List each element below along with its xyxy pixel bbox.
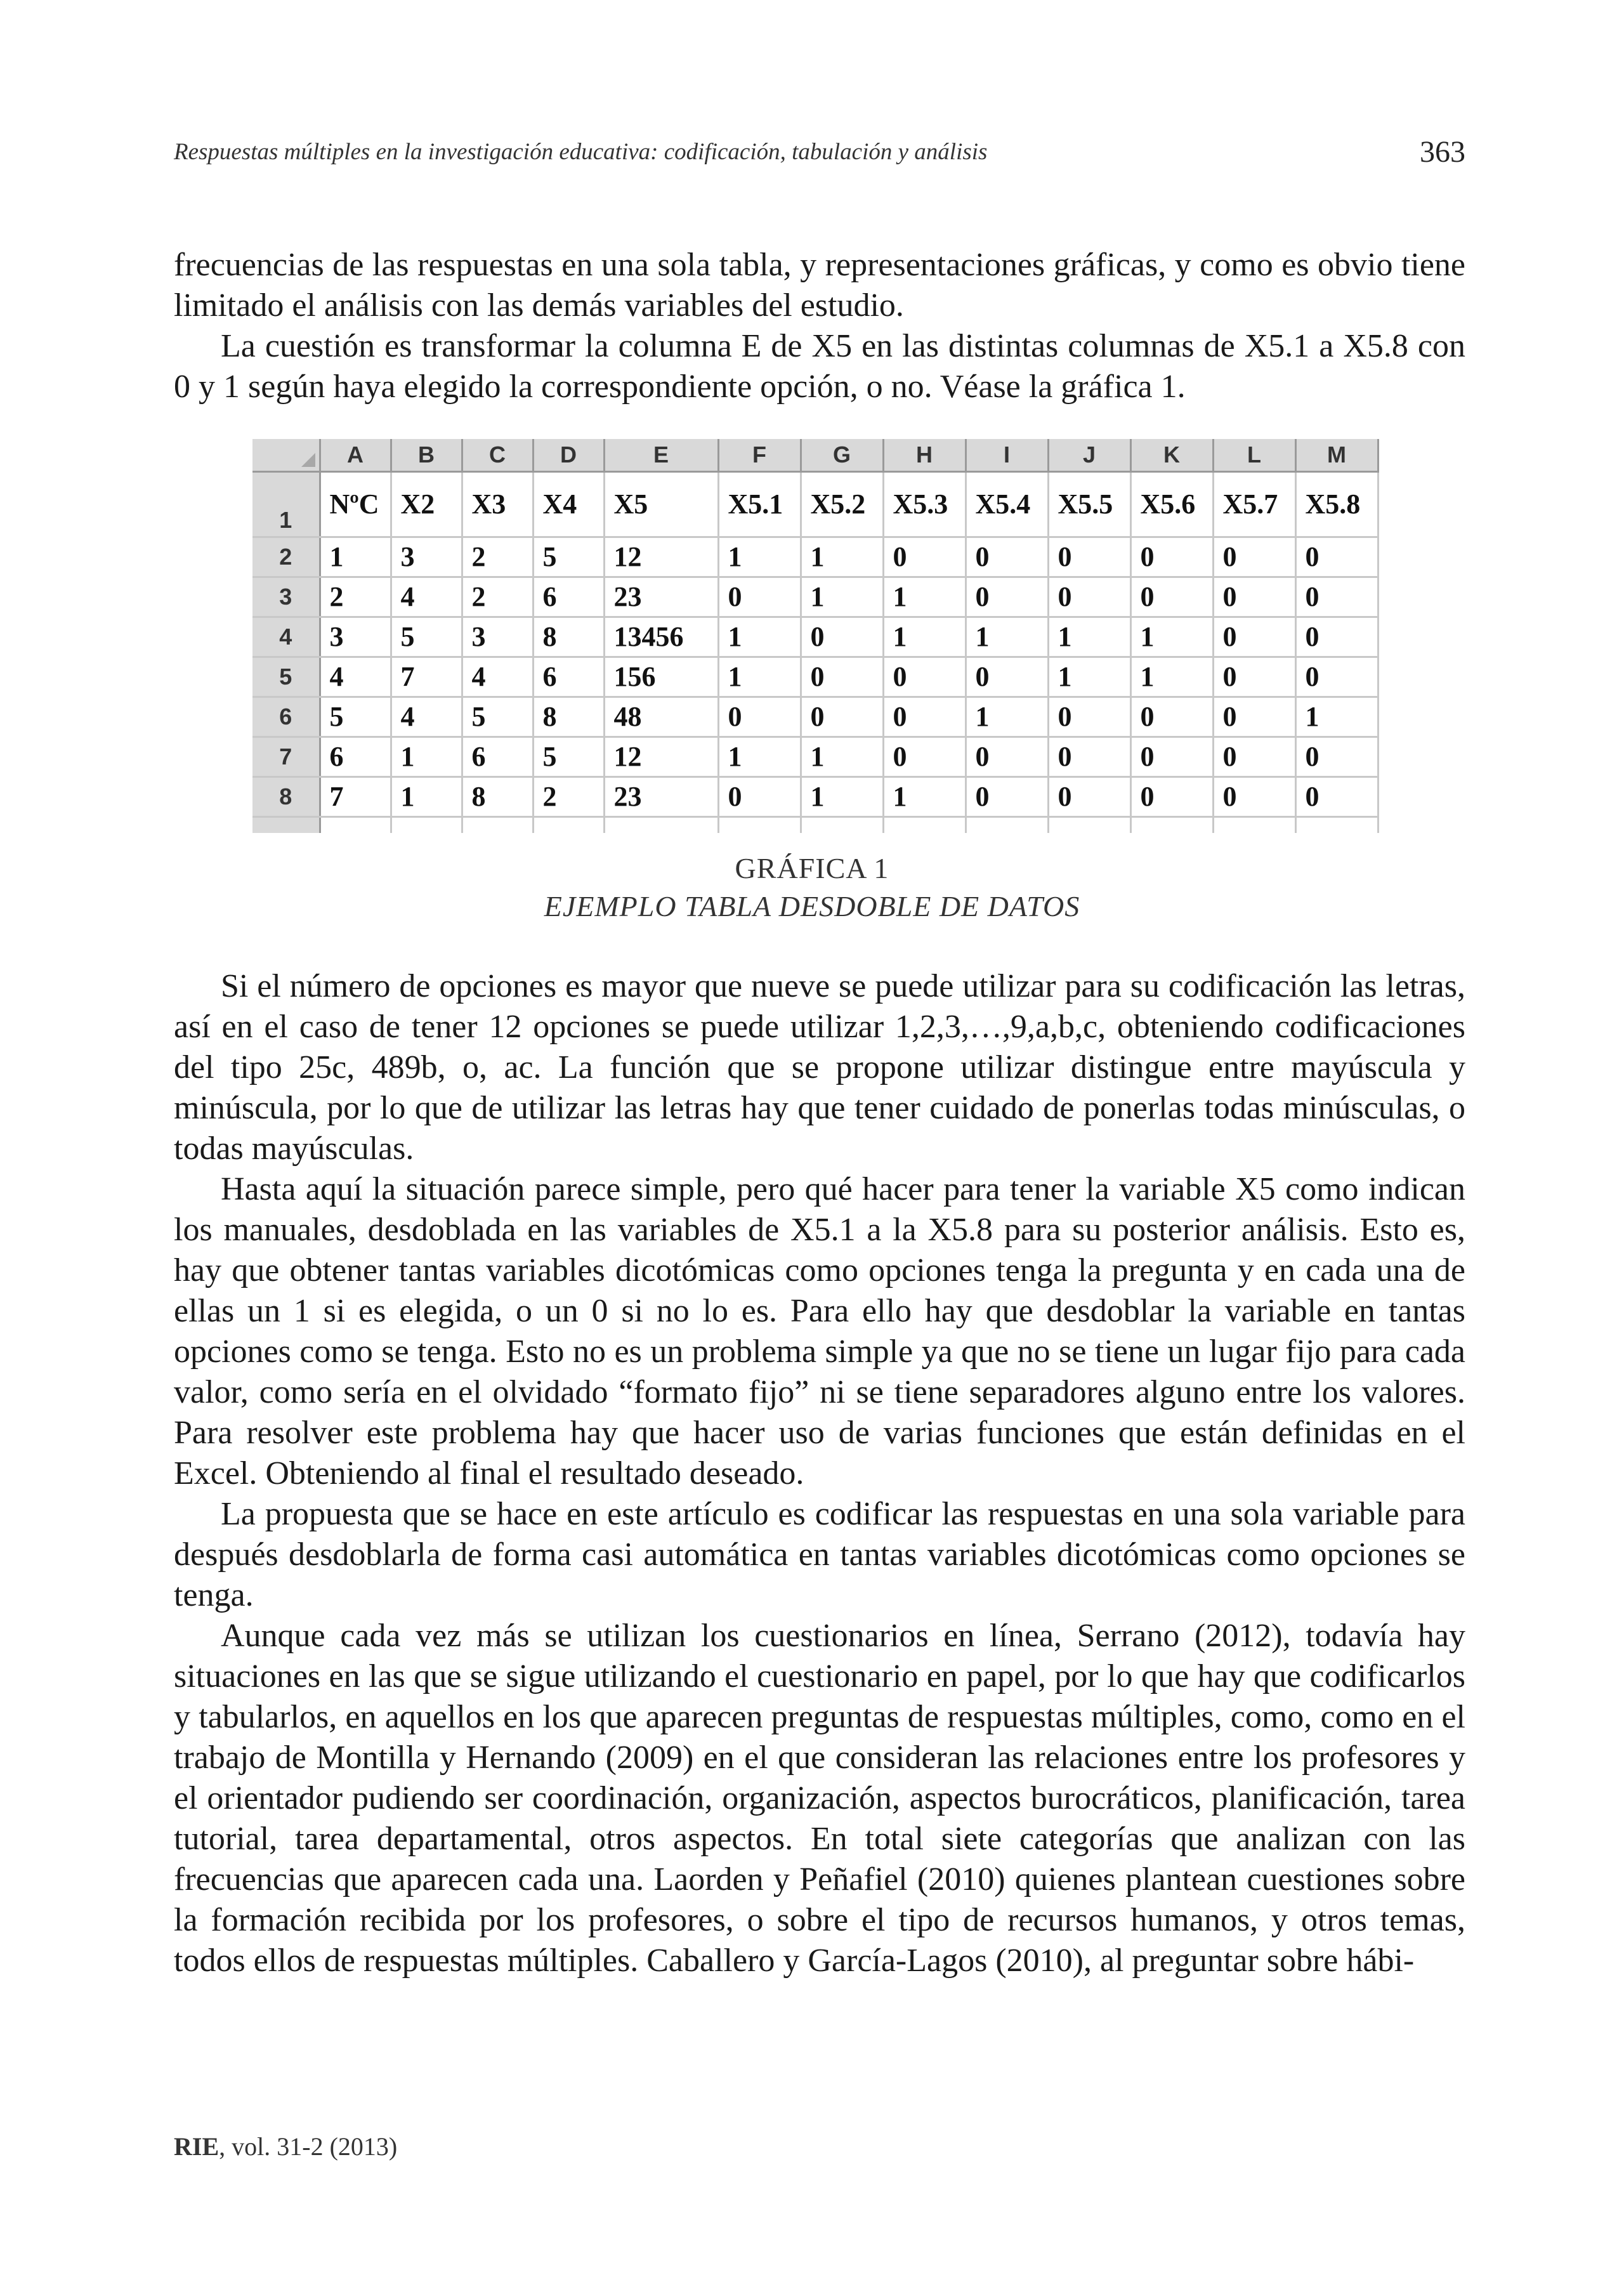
- cell[interactable]: 1: [1295, 697, 1378, 737]
- header-cell[interactable]: X4: [533, 472, 604, 537]
- cell[interactable]: 0: [883, 697, 966, 737]
- cell[interactable]: [966, 817, 1048, 834]
- cell[interactable]: [1130, 817, 1213, 834]
- table-row: [252, 657, 1378, 697]
- cell[interactable]: 0: [718, 577, 801, 617]
- paragraph: Si el número de opciones es mayor que nueve se puede utilizar para su codificación las letras, así en el caso de tener 12 opciones se puede utilizar 1,2,3,…,9,a,b,c, obteniendo codificaciones del tipo 25c, 489b, o, ac. La función que se propone utilizar distingue entre mayúscula y minúscula, por lo que de utilizar las letras hay que tener cuidado de ponerlas todas minúsculas, o todas mayúsculas.: [174, 968, 1465, 1167]
- cell[interactable]: 1: [1130, 617, 1213, 657]
- cell[interactable]: 7: [391, 657, 462, 697]
- cell[interactable]: [883, 817, 966, 834]
- row-number[interactable]: 7: [252, 737, 320, 777]
- cell[interactable]: 0: [1130, 777, 1213, 817]
- cell[interactable]: 0: [1213, 537, 1295, 577]
- cell[interactable]: 1: [391, 777, 462, 817]
- cell[interactable]: 0: [883, 537, 966, 577]
- cell[interactable]: 0: [966, 737, 1048, 777]
- cell[interactable]: 0: [1295, 617, 1378, 657]
- cell[interactable]: 3: [320, 617, 391, 657]
- paragraph: frecuencias de las respuestas en una sola tabla, y representaciones gráficas, y como es obvio tiene limitado el análisis con las demás variables del estudio.: [174, 247, 1465, 324]
- cell[interactable]: 0: [1213, 617, 1295, 657]
- paragraph: Hasta aquí la situación parece simple, pero qué hacer para tener la variable X5 como indican los manuales, desdoblada en las variables de X5.1 a la X5.8 para su posterior análisis. Esto es, hay que obtener tantas variables dicotómicas como opciones tenga la pregunta y en cada una de ellas un 1 si es elegida, o un 0 si no lo es. Para ello hay que desdoblar la variable en tantas opciones como se tenga. Esto no es un problema simple ya que no se tiene un lugar fijo para cada valor, como sería en el olvidado “formato fijo” ni se tiene separadores alguno entre los valores. Para resolver este problema hay que hacer uso de varias funciones que están definidas en el Excel. Obteniendo al final el resultado deseado.: [174, 1171, 1465, 1491]
- column-letter[interactable]: D: [533, 439, 604, 472]
- cell[interactable]: 0: [801, 617, 883, 657]
- cell[interactable]: 0: [1130, 537, 1213, 577]
- header-cell[interactable]: X2: [391, 472, 462, 537]
- cell[interactable]: 3: [391, 537, 462, 577]
- row-number[interactable]: 4: [252, 617, 320, 657]
- cell[interactable]: 0: [1213, 657, 1295, 697]
- row-number[interactable]: 8: [252, 777, 320, 817]
- column-letter[interactable]: E: [604, 439, 718, 472]
- cell[interactable]: 0: [1295, 777, 1378, 817]
- page-number: 363: [1420, 135, 1465, 169]
- cell[interactable]: 1: [718, 737, 801, 777]
- cell[interactable]: 0: [1213, 697, 1295, 737]
- cell[interactable]: [320, 817, 391, 834]
- cell[interactable]: 0: [883, 737, 966, 777]
- cell[interactable]: 1: [883, 617, 966, 657]
- cell[interactable]: [391, 817, 462, 834]
- select-all-corner[interactable]: [252, 439, 320, 472]
- cell[interactable]: 1: [801, 537, 883, 577]
- cell[interactable]: 6: [533, 577, 604, 617]
- header-cell[interactable]: X5.5: [1048, 472, 1130, 537]
- cell[interactable]: 6: [462, 737, 533, 777]
- cell[interactable]: 8: [462, 777, 533, 817]
- cell[interactable]: 5: [320, 697, 391, 737]
- cell[interactable]: 1: [1048, 657, 1130, 697]
- column-letter[interactable]: J: [1048, 439, 1130, 472]
- running-header-title: Respuestas múltiples en la investigación educativa: codificación, tabulación y análisis: [174, 139, 988, 165]
- row-number[interactable]: 1: [252, 472, 320, 537]
- cell[interactable]: 0: [1295, 577, 1378, 617]
- footer-citation: [174, 2132, 397, 2161]
- cell[interactable]: 1: [391, 737, 462, 777]
- cell[interactable]: 2: [462, 537, 533, 577]
- cell[interactable]: 5: [462, 697, 533, 737]
- spreadsheet-figure: [252, 439, 1388, 835]
- figure-title: EJEMPLO TABLA DESDOBLE DE DATOS: [544, 890, 1080, 922]
- cell[interactable]: 0: [966, 537, 1048, 577]
- header-cell[interactable]: X5: [604, 472, 718, 537]
- cell[interactable]: 12: [604, 737, 718, 777]
- partial-row: [252, 817, 1378, 834]
- cell[interactable]: 1: [801, 737, 883, 777]
- header-cell[interactable]: X5.8: [1295, 472, 1378, 537]
- cell[interactable]: 3: [462, 617, 533, 657]
- cell[interactable]: 0: [1048, 697, 1130, 737]
- table-row: [252, 577, 1378, 617]
- cell[interactable]: 1: [320, 537, 391, 577]
- cell[interactable]: 1: [1130, 657, 1213, 697]
- cell[interactable]: 0: [1048, 777, 1130, 817]
- cell[interactable]: [462, 817, 533, 834]
- cell[interactable]: 2: [533, 777, 604, 817]
- cell[interactable]: 1: [718, 657, 801, 697]
- row-number[interactable]: 2: [252, 537, 320, 577]
- column-letter[interactable]: B: [391, 439, 462, 472]
- row-number[interactable]: 6: [252, 697, 320, 737]
- cell[interactable]: [1295, 817, 1378, 834]
- journal-name: RIE: [174, 2132, 219, 2161]
- cell[interactable]: 0: [1130, 737, 1213, 777]
- corner-triangle-icon: [301, 453, 315, 467]
- cell[interactable]: 1: [966, 697, 1048, 737]
- column-header-row: [252, 439, 1378, 472]
- cell[interactable]: 0: [718, 697, 801, 737]
- cell[interactable]: 6: [320, 737, 391, 777]
- table-row: [252, 617, 1378, 657]
- cell[interactable]: 8: [533, 617, 604, 657]
- column-letter[interactable]: H: [883, 439, 966, 472]
- cell[interactable]: 0: [1048, 537, 1130, 577]
- cell[interactable]: 0: [1213, 777, 1295, 817]
- body-text: [174, 966, 1465, 1981]
- cell[interactable]: 0: [1130, 697, 1213, 737]
- cell[interactable]: 1: [1048, 617, 1130, 657]
- column-letter[interactable]: A: [320, 439, 391, 472]
- cell[interactable]: 0: [966, 777, 1048, 817]
- cell[interactable]: 0: [966, 657, 1048, 697]
- cell[interactable]: 0: [1048, 737, 1130, 777]
- table-row: [252, 777, 1378, 817]
- cell[interactable]: 0: [1295, 737, 1378, 777]
- cell[interactable]: 1: [966, 617, 1048, 657]
- cell[interactable]: 4: [462, 657, 533, 697]
- table-row: [252, 697, 1378, 737]
- row-number[interactable]: [252, 817, 320, 834]
- cell[interactable]: [1213, 817, 1295, 834]
- cell[interactable]: [718, 817, 801, 834]
- cell[interactable]: 0: [1048, 577, 1130, 617]
- cell[interactable]: 0: [1130, 577, 1213, 617]
- cell[interactable]: 1: [718, 617, 801, 657]
- cell[interactable]: 5: [391, 617, 462, 657]
- column-letter[interactable]: C: [462, 439, 533, 472]
- cell[interactable]: 156: [604, 657, 718, 697]
- cell[interactable]: 5: [533, 537, 604, 577]
- cell[interactable]: [801, 817, 883, 834]
- cell[interactable]: 0: [1213, 737, 1295, 777]
- cell[interactable]: 7: [320, 777, 391, 817]
- cell[interactable]: 4: [320, 657, 391, 697]
- cell[interactable]: 0: [1213, 577, 1295, 617]
- table-row: [252, 737, 1378, 777]
- cell[interactable]: 0: [966, 577, 1048, 617]
- cell[interactable]: 2: [462, 577, 533, 617]
- volume-info: , vol. 31-2 (2013): [219, 2132, 398, 2161]
- cell[interactable]: 1: [718, 537, 801, 577]
- column-letter[interactable]: G: [801, 439, 883, 472]
- column-letter[interactable]: I: [966, 439, 1048, 472]
- cell[interactable]: 4: [391, 697, 462, 737]
- header-cell[interactable]: X5.3: [883, 472, 966, 537]
- intro-text: [174, 245, 1465, 407]
- header-cell[interactable]: X3: [462, 472, 533, 537]
- header-cell[interactable]: X5.7: [1213, 472, 1295, 537]
- column-letter[interactable]: M: [1295, 439, 1378, 472]
- cell[interactable]: [533, 817, 604, 834]
- table-header-row: [252, 472, 1378, 537]
- header-cell[interactable]: NºC: [320, 472, 391, 537]
- cell[interactable]: 0: [801, 657, 883, 697]
- column-letter[interactable]: F: [718, 439, 801, 472]
- column-letter[interactable]: K: [1130, 439, 1213, 472]
- cell[interactable]: [1048, 817, 1130, 834]
- paragraph: Aunque cada vez más se utilizan los cuestionarios en línea, Serrano (2012), todavía hay situaciones en las que se sigue utilizando el cuestionario en papel, por lo que hay que codificarlos y tabularlos, en aquellos en los que aparecen preguntas de respuestas múltiples, como, como en el trabajo de Montilla y Hernando (2009) en el que consideran las relaciones entre los profesores y el orientador pudiendo ser coordinación, organización, aspectos burocráticos, planificación, tarea tutorial, tarea departamental, otros aspectos. En total siete categorías que analizan con las frecuencias que aparecen cada una. Laorden y Peñafiel (2010) quienes plantean cuestiones sobre la formación recibida por los profesores, o sobre el tipo de recursos humanos, y otros temas, todos ellos de respuestas múltiples. Caballero y García-Lagos (2010), al preguntar sobre hábi-: [174, 1618, 1465, 1979]
- cell[interactable]: 1: [801, 577, 883, 617]
- cell[interactable]: 1: [801, 777, 883, 817]
- cell[interactable]: 5: [533, 737, 604, 777]
- cell[interactable]: 0: [1295, 537, 1378, 577]
- cell[interactable]: 8: [533, 697, 604, 737]
- cell[interactable]: 23: [604, 577, 718, 617]
- cell[interactable]: 1: [883, 777, 966, 817]
- cell[interactable]: 0: [718, 777, 801, 817]
- figure-label: GRÁFICA 1: [735, 852, 889, 884]
- cell[interactable]: 48: [604, 697, 718, 737]
- row-number[interactable]: 3: [252, 577, 320, 617]
- cell[interactable]: 13456: [604, 617, 718, 657]
- cell[interactable]: 2: [320, 577, 391, 617]
- row-number[interactable]: 5: [252, 657, 320, 697]
- header-cell[interactable]: X5.2: [801, 472, 883, 537]
- cell[interactable]: 23: [604, 777, 718, 817]
- header-cell[interactable]: X5.4: [966, 472, 1048, 537]
- cell[interactable]: 0: [883, 657, 966, 697]
- cell[interactable]: 4: [391, 577, 462, 617]
- paragraph: La cuestión es transformar la columna E de X5 en las distintas columnas de X5.1 a X5.8 con 0 y 1 según haya elegido la correspondiente opción, o no. Véase la gráfica 1.: [174, 328, 1465, 405]
- cell[interactable]: 0: [1295, 657, 1378, 697]
- header-cell[interactable]: X5.6: [1130, 472, 1213, 537]
- cell[interactable]: 12: [604, 537, 718, 577]
- table-row: [252, 537, 1378, 577]
- cell[interactable]: [604, 817, 718, 834]
- cell[interactable]: 0: [801, 697, 883, 737]
- cell[interactable]: 1: [883, 577, 966, 617]
- paragraph: La propuesta que se hace en este artículo es codificar las respuestas en una sola variable para después desdoblarla de forma casi automática en tantas variables dicotómicas como opciones se tenga.: [174, 1496, 1465, 1613]
- cell[interactable]: 6: [533, 657, 604, 697]
- spreadsheet-table: [252, 439, 1379, 833]
- header-cell[interactable]: X5.1: [718, 472, 801, 537]
- column-letter[interactable]: L: [1213, 439, 1295, 472]
